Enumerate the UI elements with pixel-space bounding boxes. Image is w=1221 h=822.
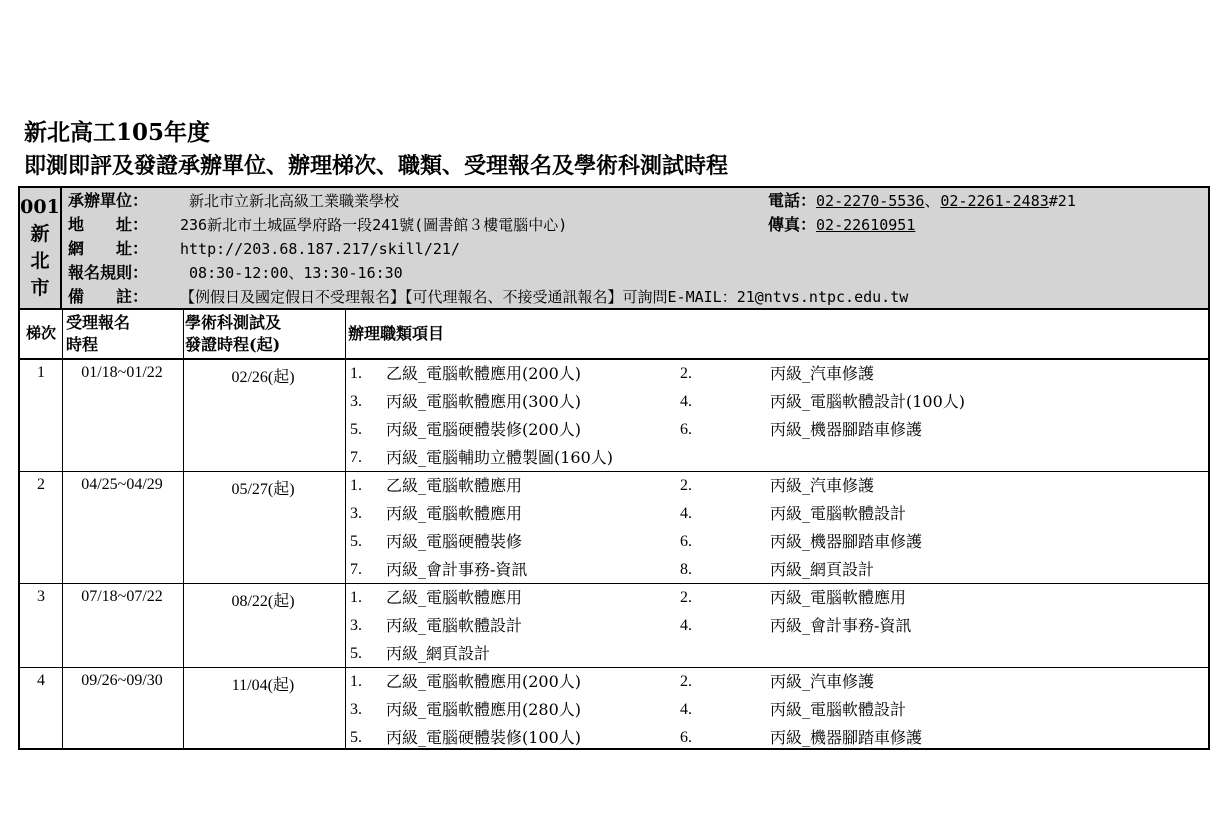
- phone-separator: 、: [924, 191, 941, 210]
- job-item: 丙級_會計事務-資訊: [386, 560, 528, 579]
- job-item-number: 6.: [680, 729, 692, 746]
- job-item-number: 5.: [350, 421, 362, 438]
- info-row-address: [68, 213, 567, 237]
- job-item-number: 4.: [680, 617, 692, 634]
- job-item: 丙級_電腦軟體應用(280人): [386, 700, 582, 719]
- header-round: 梯次: [25, 324, 56, 342]
- round-number: 4: [37, 672, 45, 689]
- header-registration-line: 時程: [66, 335, 99, 354]
- fax-number: 02-22610951: [816, 216, 916, 234]
- job-item: 丙級_電腦軟體應用(300人): [386, 392, 582, 411]
- job-item: 丙級_汽車修護: [770, 672, 875, 691]
- job-item-number: 4.: [680, 701, 692, 718]
- venue-name-char: 新: [30, 223, 50, 245]
- registration-period: 01/18~01/22: [81, 364, 163, 381]
- job-item: 丙級_機器腳踏車修護: [770, 728, 923, 747]
- job-item-number: 1.: [350, 365, 362, 382]
- phone-link[interactable]: 02-2270-5536: [816, 192, 925, 210]
- venue-code: 001: [20, 196, 60, 218]
- job-item-number: 1.: [350, 673, 362, 690]
- info-value: 新北市立新北高級工業職業學校: [180, 192, 400, 210]
- venue-info-block: [20, 188, 1208, 310]
- registration-period: 04/25~04/29: [81, 476, 163, 493]
- job-item-number: 6.: [680, 421, 692, 438]
- job-item: 乙級_電腦軟體應用(200人): [386, 364, 582, 383]
- test-date: 11/04(起): [231, 677, 295, 694]
- job-item-number: 8.: [680, 561, 692, 578]
- info-label: 網 址：: [68, 239, 149, 258]
- job-item-number: 3.: [350, 505, 362, 522]
- fax-row: [768, 213, 915, 237]
- job-item: 丙級_機器腳踏車修護: [770, 532, 923, 551]
- job-item-number: 4.: [680, 505, 692, 522]
- fax-label: 傳真：: [768, 215, 817, 234]
- job-item-number: 6.: [680, 533, 692, 550]
- header-registration-line: 受理報名: [66, 313, 131, 332]
- job-item: 丙級_汽車修護: [770, 364, 875, 383]
- round-number: 2: [37, 476, 45, 493]
- job-item: 丙級_網頁設計: [386, 644, 491, 663]
- job-item-number: 5.: [350, 645, 362, 662]
- registration-period: 09/26~09/30: [81, 672, 163, 689]
- job-item: 丙級_電腦軟體設計(100人): [770, 392, 966, 411]
- round-row: [20, 360, 1208, 472]
- test-date: 05/27(起): [231, 481, 295, 498]
- job-item: 丙級_電腦輔助立體製圖(160人): [386, 448, 614, 467]
- job-item-number: 5.: [350, 533, 362, 550]
- page-title: 新北高工105年度: [24, 119, 211, 146]
- job-item-number: 1.: [350, 477, 362, 494]
- job-item: 乙級_電腦軟體應用(200人): [386, 672, 582, 691]
- venue-code-cell: [20, 188, 62, 308]
- test-date: 08/22(起): [231, 593, 295, 610]
- job-item: 乙級_電腦軟體應用: [386, 588, 523, 607]
- job-item-number: 2.: [680, 589, 692, 606]
- round-row: [20, 668, 1208, 752]
- job-item: 丙級_電腦軟體設計: [386, 616, 523, 635]
- venue-name-char: 市: [30, 277, 50, 299]
- round-row: [20, 472, 1208, 584]
- job-item-number: 7.: [350, 449, 362, 466]
- info-row-organizer: [68, 189, 399, 213]
- job-item-number: 2.: [680, 365, 692, 382]
- round-number: 3: [37, 588, 45, 605]
- round-number: 1: [37, 364, 45, 381]
- job-item-number: 3.: [350, 393, 362, 410]
- header-test-line: 發證時程(起): [185, 335, 281, 354]
- phone-link[interactable]: 02-2261-2483: [940, 192, 1049, 210]
- info-value: 08:30-12:00、13:30-16:30: [180, 264, 403, 282]
- header-registration: [66, 312, 130, 356]
- phone-label: 電話：: [768, 191, 817, 210]
- job-item: 丙級_電腦軟體設計: [770, 700, 907, 719]
- info-label: 承辦單位：: [68, 191, 149, 210]
- job-item-number: 1.: [350, 589, 362, 606]
- job-item: 丙級_電腦硬體裝修(100人): [386, 728, 582, 747]
- phone-row: [768, 189, 1076, 213]
- header-jobs: 辦理職類項目: [348, 324, 445, 343]
- job-item: 丙級_網頁設計: [770, 560, 875, 579]
- info-label: 地 址：: [68, 215, 149, 234]
- header-test: [185, 312, 281, 356]
- job-item-number: 3.: [350, 617, 362, 634]
- job-item: 丙級_電腦軟體設計: [770, 504, 907, 523]
- job-item: 丙級_電腦硬體裝修(200人): [386, 420, 582, 439]
- phone-ext: #21: [1048, 192, 1076, 210]
- round-row: [20, 584, 1208, 668]
- job-item-number: 5.: [350, 729, 362, 746]
- test-date: 02/26(起): [231, 369, 295, 386]
- job-item: 丙級_電腦軟體應用: [386, 504, 523, 523]
- job-item: 丙級_機器腳踏車修護: [770, 420, 923, 439]
- job-item-number: 3.: [350, 701, 362, 718]
- job-item: 丙級_電腦軟體應用: [770, 588, 907, 607]
- info-label: 備 註：: [68, 287, 149, 306]
- info-row-notes: [68, 285, 908, 309]
- venue-name-char: 北: [30, 250, 50, 272]
- job-item: 丙級_汽車修護: [770, 476, 875, 495]
- job-item-number: 7.: [350, 561, 362, 578]
- registration-period: 07/18~07/22: [81, 588, 163, 605]
- info-row-website: [68, 237, 460, 261]
- table-header-row: [20, 310, 1208, 360]
- job-item: 乙級_電腦軟體應用: [386, 476, 523, 495]
- schedule-table: [18, 186, 1210, 750]
- job-item-number: 4.: [680, 393, 692, 410]
- info-value: 236新北市土城區學府路一段241號(圖書館３樓電腦中心): [180, 216, 568, 234]
- website-link[interactable]: http://203.68.187.217/skill/21/: [180, 240, 460, 258]
- info-label: 報名規則：: [68, 263, 149, 282]
- page-subtitle: 即測即評及發證承辦單位、辦理梯次、職類、受理報名及學術科測試時程: [24, 153, 729, 179]
- job-item-number: 2.: [680, 673, 692, 690]
- header-test-line: 學術科測試及: [185, 313, 282, 332]
- job-item-number: 2.: [680, 477, 692, 494]
- job-item: 丙級_會計事務-資訊: [770, 616, 912, 635]
- info-row-hours: [68, 261, 403, 285]
- job-item: 丙級_電腦硬體裝修: [386, 532, 523, 551]
- info-value: 【例假日及國定假日不受理報名】【可代理報名、不接受通訊報名】可詢問E-MAIL：21@ntvs.ntpc.edu.tw: [180, 288, 909, 306]
